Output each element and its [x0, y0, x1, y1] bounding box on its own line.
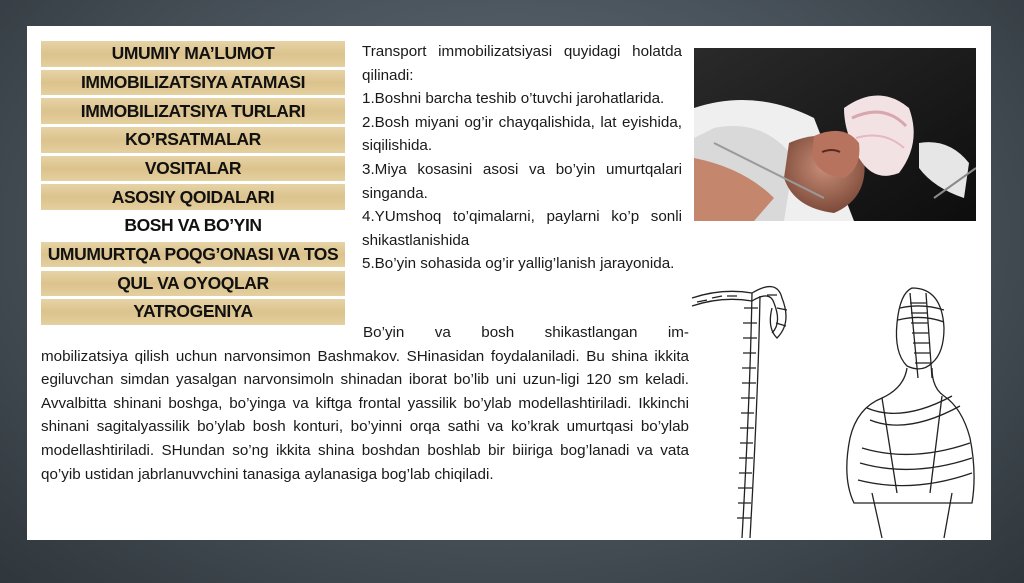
paragraph-first-line: Bo’yin va bosh shikastlangan im-	[363, 324, 689, 341]
menu-item-umumiy-malumot[interactable]: UMUMIY MA’LUMOT	[41, 41, 345, 67]
menu-item-umurtqa-pogonasi-va-tos[interactable]: UMUMURTQA POQG’ONASI VA TOS	[41, 242, 345, 268]
menu-item-immobilizatsiya-turlari[interactable]: IMMOBILIZATSIYA TURLARI	[41, 98, 345, 124]
intro-text: Transport immobilizatsiyasi quyidagi holatda qilinadi:	[362, 43, 682, 84]
menu-item-immobilizatsiya-atamasi[interactable]: IMMOBILIZATSIYA ATAMASI	[41, 70, 345, 96]
indication-3: 3.Miya kosasini asosi va bo’yin umurtqalari singanda.	[362, 160, 682, 202]
paragraph-body: mobilizatsiya qilish uchun narvonsimon Bashmakov. SHinasidan foydalaniladi. Bu shina ikkita egiluvchan simdan yasalgan narvonsimoln shinadan iborat bo’lib uni uzun-ligi 120 sm keladi. Avvalbitta shinani boshga, bo’yinga va kiftga frontal yassilik bo’ylab modellashtiriladi. Ikkinchi shinani sagitalyassilik bo’ylab bosh konturi, bo’yinni orqa sathi va ko’krak umurtqasi bo’ylab modellashtiriladi. SHundan so’ng ikkita shina boshdan boshlab bir biiriga bog’lanadi va vata qo’yib ustidan jabrlanuvvchini tanasiga aylanasiga bog’lab chiqiladi.	[41, 347, 689, 483]
indication-5: 5.Bo’yin sohasida og’ir yallig’lanish jarayonida.	[362, 255, 675, 273]
menu-item-korsatmalar[interactable]: KO’RSATMALAR	[41, 127, 345, 153]
menu-item-bosh-va-boyin[interactable]: BOSH VA BO’YIN	[124, 215, 262, 236]
splint-drawing	[682, 248, 982, 540]
menu-item-vositalar[interactable]: VOSITALAR	[41, 156, 345, 182]
splint-description	[41, 321, 689, 486]
menu-item-yatrogeniya[interactable]: YATROGENIYA	[41, 299, 345, 325]
topic-menu	[41, 41, 345, 328]
indication-1: 1.Boshni barcha teshib o’tuvchi jarohatlarida.	[362, 90, 665, 108]
patient-photo	[694, 48, 976, 221]
menu-item-qul-va-oyoqlar[interactable]: QUL VA OYOQLAR	[41, 271, 345, 297]
indication-2: 2.Bosh miyani og’ir chayqalishida, lat eyishida, siqilishida.	[362, 113, 682, 155]
slide	[27, 26, 991, 540]
indications-text	[362, 40, 682, 276]
indication-4: 4.YUmshoq to’qimalarni, paylarni ko’p sonli shikastlanishida	[362, 208, 682, 249]
menu-item-asosiy-qoidalari[interactable]: ASOSIY QOIDALARI	[41, 184, 345, 210]
